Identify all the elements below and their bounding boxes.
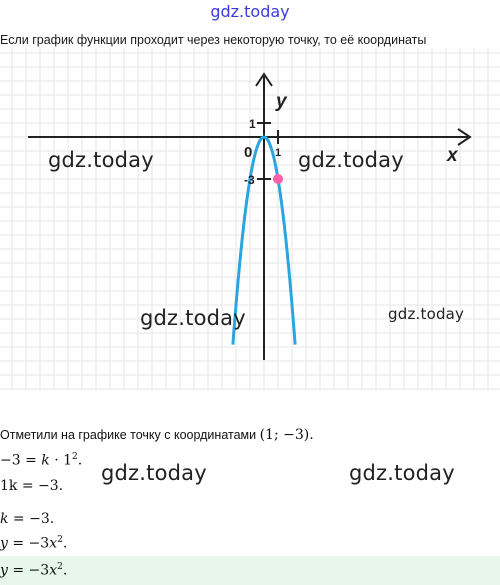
equation-2: 1k = −3.: [0, 478, 64, 494]
axis-y-label: y: [276, 91, 287, 112]
final-answer: $y = -3x^2$.: [0, 562, 68, 579]
watermark: gdz.today: [388, 305, 465, 323]
watermark: gdz.today: [101, 461, 207, 485]
watermark: gdz.today: [298, 148, 404, 172]
site-logo[interactable]: gdz.today: [210, 2, 290, 21]
answer-highlight: [0, 556, 500, 585]
tick-y-neg3-label: -3: [244, 173, 255, 187]
tick-y-1-label: 1: [249, 117, 256, 131]
watermark: gdz.today: [140, 306, 246, 330]
equation-3: k = −3.: [0, 511, 55, 527]
watermark: gdz.today: [48, 148, 154, 172]
graph-panel: [0, 48, 500, 390]
function-graph: [0, 48, 500, 390]
tick-x-1-label: 1: [275, 147, 282, 159]
marked-point: [273, 174, 283, 184]
equation-1: $-3 = k \cdot 1^2$.: [0, 452, 83, 469]
axis-x-label: x: [447, 145, 458, 166]
grid: [0, 48, 500, 390]
intro-text: Если график функции проходит через некоторую точку, то её координаты: [0, 33, 427, 47]
watermark: gdz.today: [349, 461, 455, 485]
equation-4: $y = -3x^2$.: [0, 535, 68, 552]
solution-marked-point: Отметили на графике точку с координатами (1; −3).: [0, 427, 314, 443]
origin-label: 0: [244, 144, 253, 161]
